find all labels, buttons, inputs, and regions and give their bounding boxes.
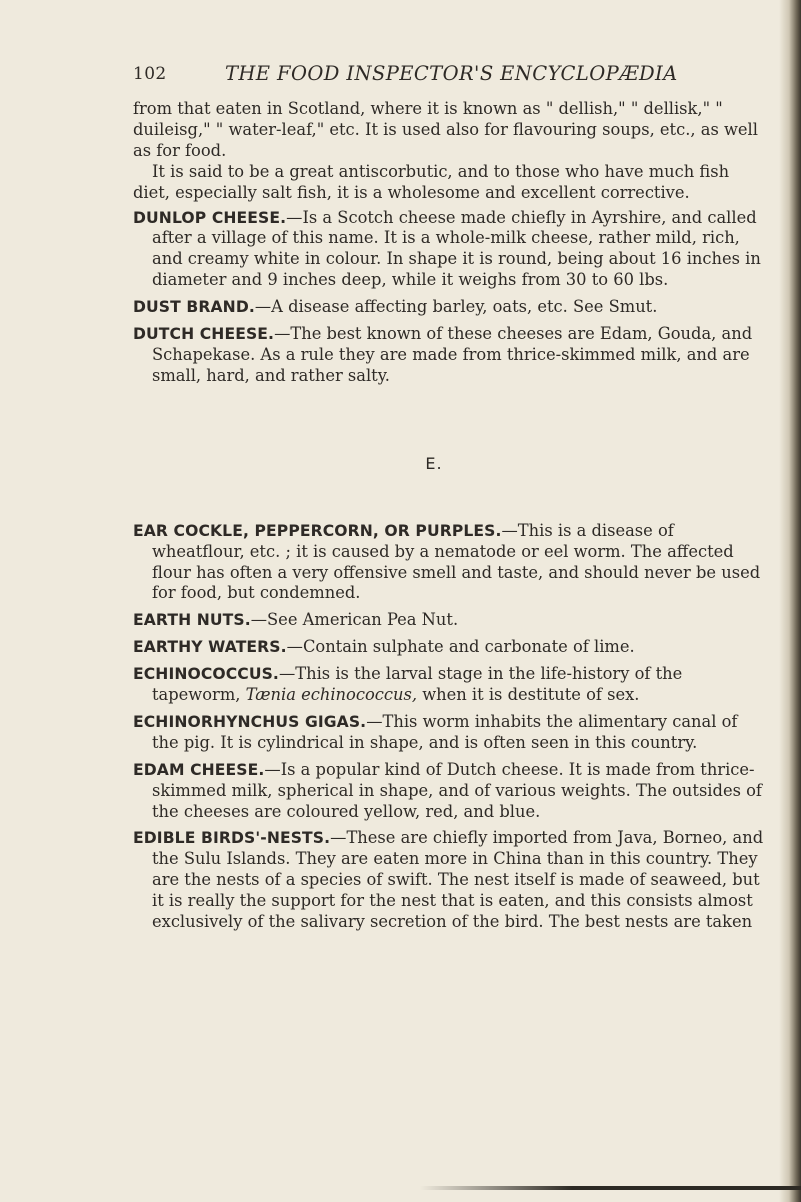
entry-text: —Contain sulphate and carbonate of lime. xyxy=(286,637,635,657)
entry-dust-brand xyxy=(133,297,765,318)
entry-text: —Is a Scotch cheese made chiefly in Ayrshire, and called after a village of this name. It is a whole-milk cheese, rather mild, rich, and creamy white in colour. In shape it is round, being about 16 inches in diameter and 9 inches deep, while it weighs from 30 to 60 lbs. xyxy=(152,207,761,290)
entry-earth-nuts xyxy=(133,610,765,631)
entry-text: —This is a disease of wheatflour, etc. ; it is caused by a nematode or eel worm. The affected flour has often a very offensive smell and taste, and should never be used for food, but condemned. xyxy=(152,520,761,603)
entry-echinorhynchus-gigas xyxy=(133,712,765,754)
entry-headword: ECHINORHYNCHUS GIGAS. xyxy=(133,712,367,731)
continuation-paragraph-2: It is said to be a great antiscorbutic, and to those who have much fish diet, especially salt fish, it is a wholesome and excellent corrective. xyxy=(133,161,730,202)
page-bottom-edge xyxy=(420,1186,801,1190)
entry-headword: ECHINOCOCCUS. xyxy=(133,665,279,684)
entry-echinococcus xyxy=(133,664,765,706)
entry-text-end: when it is destitute of sex. xyxy=(417,685,640,705)
entry-ear-cockle xyxy=(133,521,765,605)
page-edge-shadow xyxy=(779,0,801,1202)
entry-earthy-waters xyxy=(133,637,765,658)
entry-headword: EAR COCKLE, PEPPERCORN, OR PURPLES. xyxy=(133,521,502,540)
entry-text: —Is a popular kind of Dutch cheese. It is made from thrice-skimmed milk, spherical in shape, and of various weights. The outsides of the cheeses are coloured yellow, red, and blue. xyxy=(152,759,762,821)
entry-headword: DUTCH CHEESE. xyxy=(133,325,275,344)
entry-text: —This worm inhabits the alimentary canal of the pig. It is cylindrical in shape, and is often seen in this country. xyxy=(152,711,738,752)
entry-headword: EARTHY WATERS. xyxy=(133,638,287,657)
entry-dunlop-cheese xyxy=(133,208,765,292)
page-number: 102 xyxy=(133,64,167,84)
entry-text: —See American Pea Nut. xyxy=(250,610,459,630)
entry-edam-cheese xyxy=(133,760,765,823)
entry-text: —This is the larval stage in the life-history of the tapeworm, xyxy=(152,664,683,705)
entry-edible-birds-nests xyxy=(133,828,765,933)
section-letter-e: E. xyxy=(425,453,443,473)
page-body xyxy=(133,99,765,939)
continuation-paragraph: from that eaten in Scotland, where it is known as " dellish," " dellisk," " duileisg," " water-leaf," etc. It is used also for flavouring soups, etc., as well as for food. xyxy=(133,99,758,160)
entry-text: —The best known of these cheeses are Edam, Gouda, and Schapekase. As a rule they are made from thrice-skimmed milk, and are small, hard, and rather salty. xyxy=(152,324,753,385)
entry-headword: EDAM CHEESE. xyxy=(133,760,265,779)
entry-headword: EARTH NUTS. xyxy=(133,611,251,630)
entry-italic-term: Tænia echinococcus, xyxy=(245,685,418,705)
entry-headword: DUNLOP CHEESE. xyxy=(133,208,287,227)
entry-text: —A disease affecting barley, oats, etc. See Smut. xyxy=(254,297,658,317)
entry-text: —These are chiefly imported from Java, Borneo, and the Sulu Islands. They are eaten more in China than in this country. They are the nests of a species of swift. The nest itself is made of seaweed, but it is really the support for the nest that is eaten, and this consists almost exclusively of the salivary secretion of the bird. The best nests are taken xyxy=(152,828,764,932)
entry-headword: EDIBLE BIRDS'-NESTS. xyxy=(133,829,331,848)
running-title: THE FOOD INSPECTOR'S ENCYCLOPÆDIA xyxy=(225,62,678,85)
entry-dutch-cheese xyxy=(133,324,765,387)
entry-headword: DUST BRAND. xyxy=(133,298,255,317)
running-header xyxy=(133,58,693,92)
